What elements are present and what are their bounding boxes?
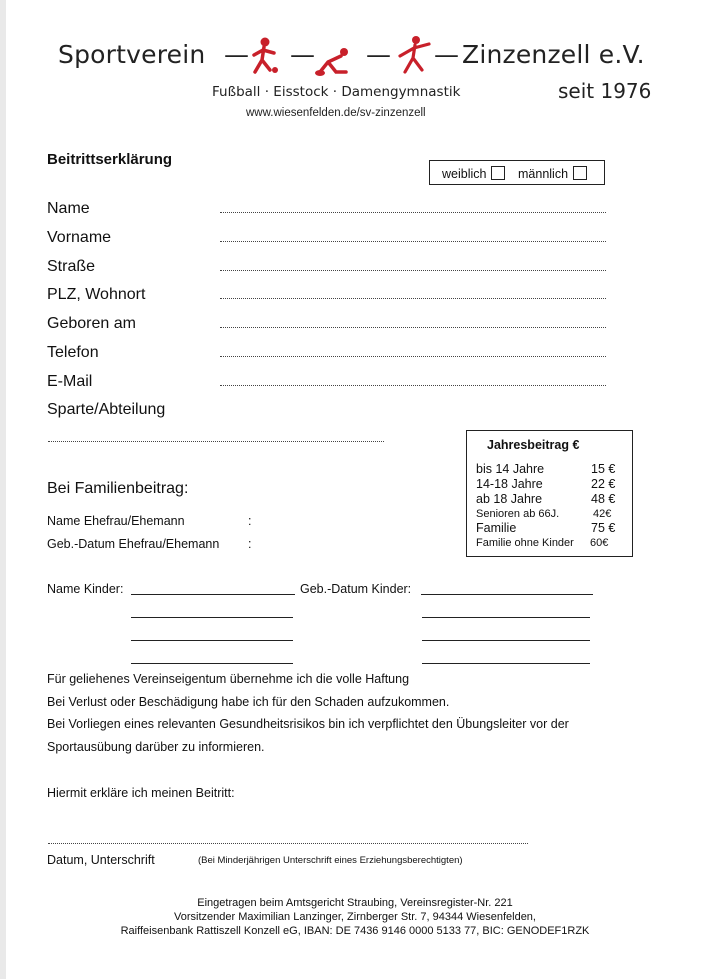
fee-value-2: 48 € [591,492,616,506]
signature-note: (Bei Minderjährigen Unterschrift eines Erziehungsberechtigten) [198,855,463,866]
gender-male-label: männlich [518,167,569,181]
children-birth-line-3[interactable] [422,640,590,641]
dash-3: — [366,40,391,69]
spouse-name-colon: : [248,514,252,528]
children-birth-line-2[interactable] [422,617,590,618]
children-name-line-2[interactable] [131,617,293,618]
children-name-line-4[interactable] [131,663,293,664]
fee-label-1: 14-18 Jahre [476,477,543,491]
field-line-strasse[interactable] [220,270,606,271]
gender-male[interactable] [518,166,587,181]
fee-label-2: ab 18 Jahre [476,492,543,506]
field-label-telefon: Telefon [47,344,99,361]
fee-label-0: bis 14 Jahre [476,462,545,476]
spouse-name-label: Name Ehefrau/Ehemann [47,514,185,528]
footer-line-1: Eingetragen beim Amtsgericht Straubing, Vereinsregister-Nr. 221 [197,897,513,909]
form-title: Beitrittserklärung [47,151,173,168]
soccer-player-icon [250,36,280,76]
children-birth-label: Geb.-Datum Kinder: [300,582,412,596]
statement-3: Bei Vorliegen eines relevanten Gesundheitsrisikos bin ich verpflichtet den Übungsleiter vor der [47,717,569,731]
form-page [6,0,704,979]
spouse-birth-label: Geb.-Datum Ehefrau/Ehemann [47,537,220,551]
children-name-line-1[interactable] [131,594,295,595]
club-name-left: Sportverein [58,40,206,69]
field-line-sparte[interactable] [48,441,384,442]
sports-list: Fußball · Eisstock · Damengymnastik [212,84,461,100]
dash-4: — [434,40,459,69]
fee-value-5: 60€ [590,537,609,549]
fee-value-4: 75 € [591,521,616,535]
field-label-plz: PLZ, Wohnort [47,286,146,303]
signature-label: Datum, Unterschrift [47,853,155,867]
footer-line-2: Vorsitzender Maximilian Lanzinger, Zirnberger Str. 7, 94344 Wiesenfelden, [174,911,536,923]
fee-value-3: 42€ [593,508,612,520]
dash-2: — [290,40,315,69]
field-line-telefon[interactable] [220,356,606,357]
fee-value-1: 22 € [591,477,616,491]
children-name-line-3[interactable] [131,640,293,641]
club-url[interactable]: www.wiesenfelden.de/sv-zinzenzell [246,107,426,119]
male-checkbox[interactable] [573,166,587,180]
field-label-strasse: Straße [47,258,96,275]
gymnast-icon [396,34,432,78]
fee-label-3: Senioren ab 66J. [476,508,560,520]
field-line-email[interactable] [220,385,606,386]
signature-line[interactable] [48,843,528,844]
field-label-vorname: Vorname [47,229,112,246]
field-line-name[interactable] [220,212,606,213]
statement-2: Bei Verlust oder Beschädigung habe ich für den Schaden aufzukommen. [47,695,450,709]
children-birth-line-4[interactable] [422,663,590,664]
field-label-email: E-Mail [47,373,93,390]
field-line-vorname[interactable] [220,241,606,242]
family-heading: Bei Familienbeitrag: [47,480,189,497]
children-name-label: Name Kinder: [47,582,124,596]
children-birth-line-1[interactable] [421,594,593,595]
statement-1: Für geliehenes Vereinseigentum übernehme ich die volle Haftung [47,672,410,686]
field-label-name: Name [47,200,90,217]
gender-female-label: weiblich [442,167,487,181]
gender-female[interactable] [442,166,505,181]
field-label-sparte: Sparte/Abteilung [47,401,166,418]
fee-value-0: 15 € [591,462,616,476]
field-line-plz[interactable] [220,298,606,299]
declaration: Hiermit erkläre ich meinen Beitritt: [47,786,235,800]
curling-player-icon [314,46,358,76]
club-name-right: Zinzenzell e.V. [462,40,645,69]
field-label-geboren: Geboren am [47,315,136,332]
fee-label-4: Familie [476,521,517,535]
fee-label-5: Familie ohne Kinder [476,537,574,549]
female-checkbox[interactable] [491,166,505,180]
since-year: seit 1976 [558,79,652,103]
field-line-geboren[interactable] [220,327,606,328]
gender-box [429,160,605,185]
statement-4: Sportausübung darüber zu informieren. [47,740,265,754]
fee-title: Jahresbeitrag € [487,438,580,452]
footer-line-3: Raiffeisenbank Rattiszell Konzell eG, IBAN: DE 7436 9146 0000 5133 77, BIC: GENODEF1RZK [120,925,590,937]
dash-1: — [224,40,249,69]
spouse-birth-colon: : [248,537,252,551]
fee-box [466,430,633,557]
